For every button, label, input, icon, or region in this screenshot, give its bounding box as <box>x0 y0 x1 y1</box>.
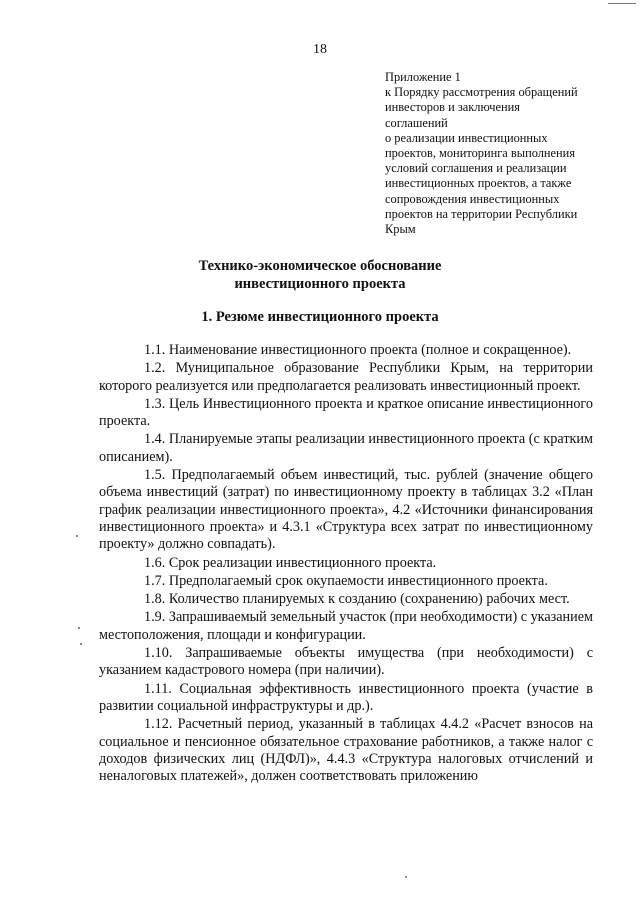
document-title <box>0 257 640 293</box>
scan-speck <box>405 876 407 878</box>
appendix-line: инвесторов и заключения <box>385 100 520 115</box>
appendix-line: Приложение 1 <box>385 70 461 84</box>
appendix-line: сопровождения инвестиционных <box>385 191 560 206</box>
list-item: 1.1. Наименование инвестиционного проекта (полное и сокращенное). <box>144 342 572 358</box>
section-heading: 1. Резюме инвестиционного проекта <box>201 309 439 325</box>
list-item: 1.7. Предполагаемый срок окупаемости инвестиционного проекта. <box>144 572 548 589</box>
appendix-line: инвестиционных проектов, а также <box>385 176 572 191</box>
appendix-line: проектов на территории Республики <box>385 206 578 221</box>
appendix-line: о реализации инвестиционных <box>385 130 548 145</box>
section-body <box>99 342 593 786</box>
list-item: 1.11. Социальная эффективность инвестиционного проекта (участие в развитии социальной инфраструктуры и др.). <box>99 680 593 714</box>
list-item: 1.10. Запрашиваемые объекты имущества (при необходимости) с указанием кадастрового номера (при наличии). <box>99 645 593 679</box>
appendix-line: проектов, мониторинга выполнения <box>385 146 576 161</box>
list-item: 1.6. Срок реализации инвестиционного проекта. <box>144 554 437 571</box>
page-number: 18 <box>313 42 327 57</box>
list-item: 1.9. Запрашиваемый земельный участок (при необходимости) с указанием местоположения, площади и конфигурации. <box>99 609 593 643</box>
list-item: 1.5. Предполагаемый объем инвестиций, тыс. рублей (значение общего объема инвестиций (затрат) по инвестиционному проекту в таблицах 3.2 «План график реализации инвестиционного проекта», 4.2 «Источники финансирования инвестиционного проекта» и 4.3.1 «Структура всех затрат по инвестиционному проекту» должно совпадать). <box>99 467 593 553</box>
list-item: 1.12. Расчетный период, указанный в таблицах 4.4.2 «Расчет взносов на социальное и пенсионное обязательное страхование работников, а также налог с доходов физических лиц (НДФЛ)», 4.4.3 «Структура налоговых отчислений и неналоговых платежей», должен соответствовать приложению <box>99 716 593 785</box>
scan-speck <box>76 535 78 537</box>
top-edge-mark <box>608 3 636 4</box>
appendix-line: соглашений <box>385 115 448 130</box>
list-item: 1.3. Цель Инвестиционного проекта и краткое описание инвестиционного проекта. <box>99 395 593 430</box>
scan-speck <box>78 627 80 629</box>
list-item: 1.4. Планируемые этапы реализации инвестиционного проекта (с кратким описанием). <box>99 431 593 465</box>
title-line-1: Технико-экономическое обоснование <box>198 258 442 274</box>
scan-speck <box>80 643 82 645</box>
title-line-2: инвестиционного проекта <box>234 276 406 292</box>
list-item: 1.2. Муниципальное образование Республики Крым, на территории которого реализуется или предполагается реализовать инвестиционный проект. <box>99 360 593 394</box>
list-item: 1.8. Количество планируемых к созданию (сохранению) рабочих мест. <box>144 591 570 608</box>
appendix-line: к Порядку рассмотрения обращений <box>385 85 578 100</box>
appendix-line: условий соглашения и реализации <box>385 161 567 176</box>
appendix-line: Крым <box>385 222 416 237</box>
appendix-reference <box>385 70 625 237</box>
